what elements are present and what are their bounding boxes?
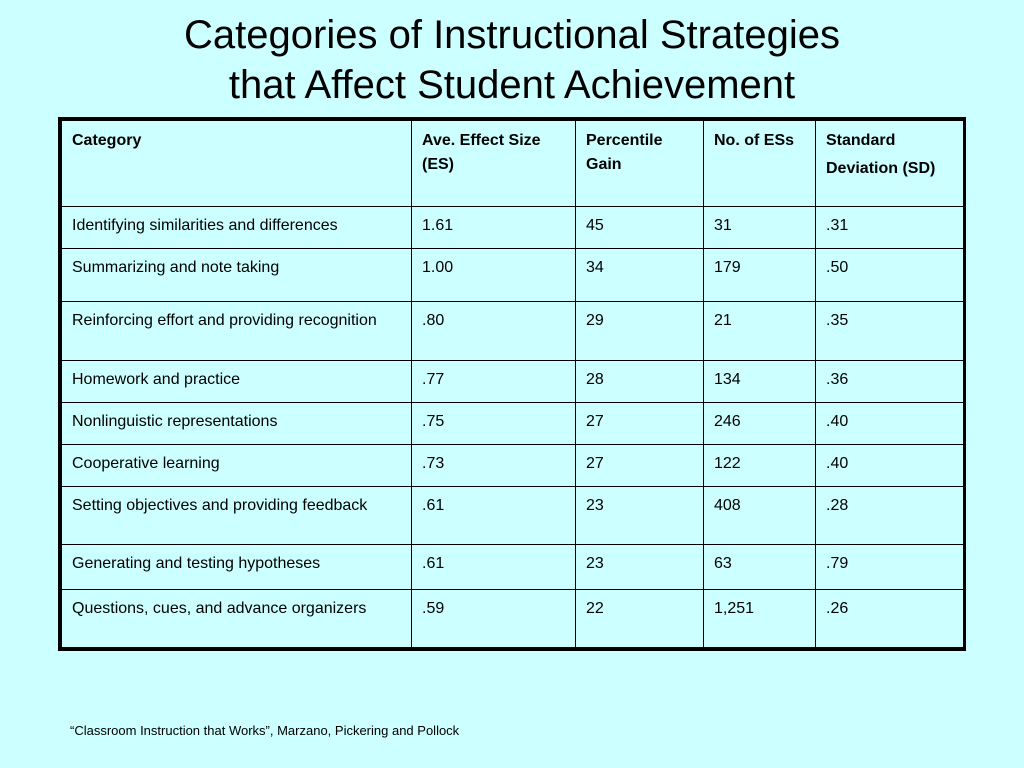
cell-effect-size: .80 [412,302,576,360]
cell-effect-size: .77 [412,360,576,402]
cell-sd: .31 [816,207,964,249]
strategies-table-container [58,117,966,651]
cell-percentile-gain: 34 [576,249,704,302]
cell-percentile-gain: 27 [576,445,704,487]
cell-category: Generating and testing hypotheses [62,545,412,589]
table-row [62,445,964,487]
cell-category: Reinforcing effort and providing recognition [62,302,412,360]
table-header-row [62,121,964,207]
table-row [62,249,964,302]
cell-percentile-gain: 28 [576,360,704,402]
cell-effect-size: .59 [412,589,576,647]
cell-effect-size: .73 [412,445,576,487]
cell-category: Nonlinguistic representations [62,402,412,444]
cell-num-es: 1,251 [704,589,816,647]
cell-sd: .35 [816,302,964,360]
cell-num-es: 246 [704,402,816,444]
header-num-es: No. of ESs [704,121,816,207]
cell-effect-size: .61 [412,487,576,545]
cell-num-es: 122 [704,445,816,487]
title-line-2: that Affect Student Achievement [228,63,796,107]
cell-percentile-gain: 23 [576,545,704,589]
cell-percentile-gain: 22 [576,589,704,647]
title-line-1: Categories of Instructional Strategies [184,13,840,57]
table-row [62,589,964,647]
cell-num-es: 31 [704,207,816,249]
cell-percentile-gain: 29 [576,302,704,360]
cell-sd: .40 [816,402,964,444]
cell-num-es: 408 [704,487,816,545]
cell-sd: .26 [816,589,964,647]
cell-sd: .40 [816,445,964,487]
strategies-table [61,120,964,648]
header-standard-deviation [816,121,964,207]
cell-category: Summarizing and note taking [62,249,412,302]
header-category: Category [62,121,412,207]
cell-effect-size: .75 [412,402,576,444]
cell-sd: .28 [816,487,964,545]
cell-category: Identifying similarities and differences [62,207,412,249]
cell-category: Setting objectives and providing feedback [62,487,412,545]
header-percentile-gain: Percentile Gain [576,121,704,207]
table-row [62,302,964,360]
table-row [62,545,964,589]
cell-num-es: 179 [704,249,816,302]
cell-percentile-gain: 23 [576,487,704,545]
cell-category: Cooperative learning [62,445,412,487]
cell-num-es: 134 [704,360,816,402]
cell-effect-size: 1.61 [412,207,576,249]
table-row [62,402,964,444]
cell-sd: .36 [816,360,964,402]
cell-effect-size: .61 [412,545,576,589]
cell-num-es: 21 [704,302,816,360]
header-effect-size: Ave. Effect Size (ES) [412,121,576,207]
cell-sd: .50 [816,249,964,302]
table-row [62,207,964,249]
table-row [62,360,964,402]
cell-category: Homework and practice [62,360,412,402]
header-sd-line-1: Standard [826,132,896,149]
source-footnote: “Classroom Instruction that Works”, Marzano, Pickering and Pollock [70,723,460,738]
header-sd-line-2: Deviation (SD) [826,160,936,177]
cell-effect-size: 1.00 [412,249,576,302]
cell-percentile-gain: 45 [576,207,704,249]
cell-sd: .79 [816,545,964,589]
cell-category: Questions, cues, and advance organizers [62,589,412,647]
table-row [62,487,964,545]
cell-percentile-gain: 27 [576,402,704,444]
page-title [0,10,1024,110]
cell-num-es: 63 [704,545,816,589]
